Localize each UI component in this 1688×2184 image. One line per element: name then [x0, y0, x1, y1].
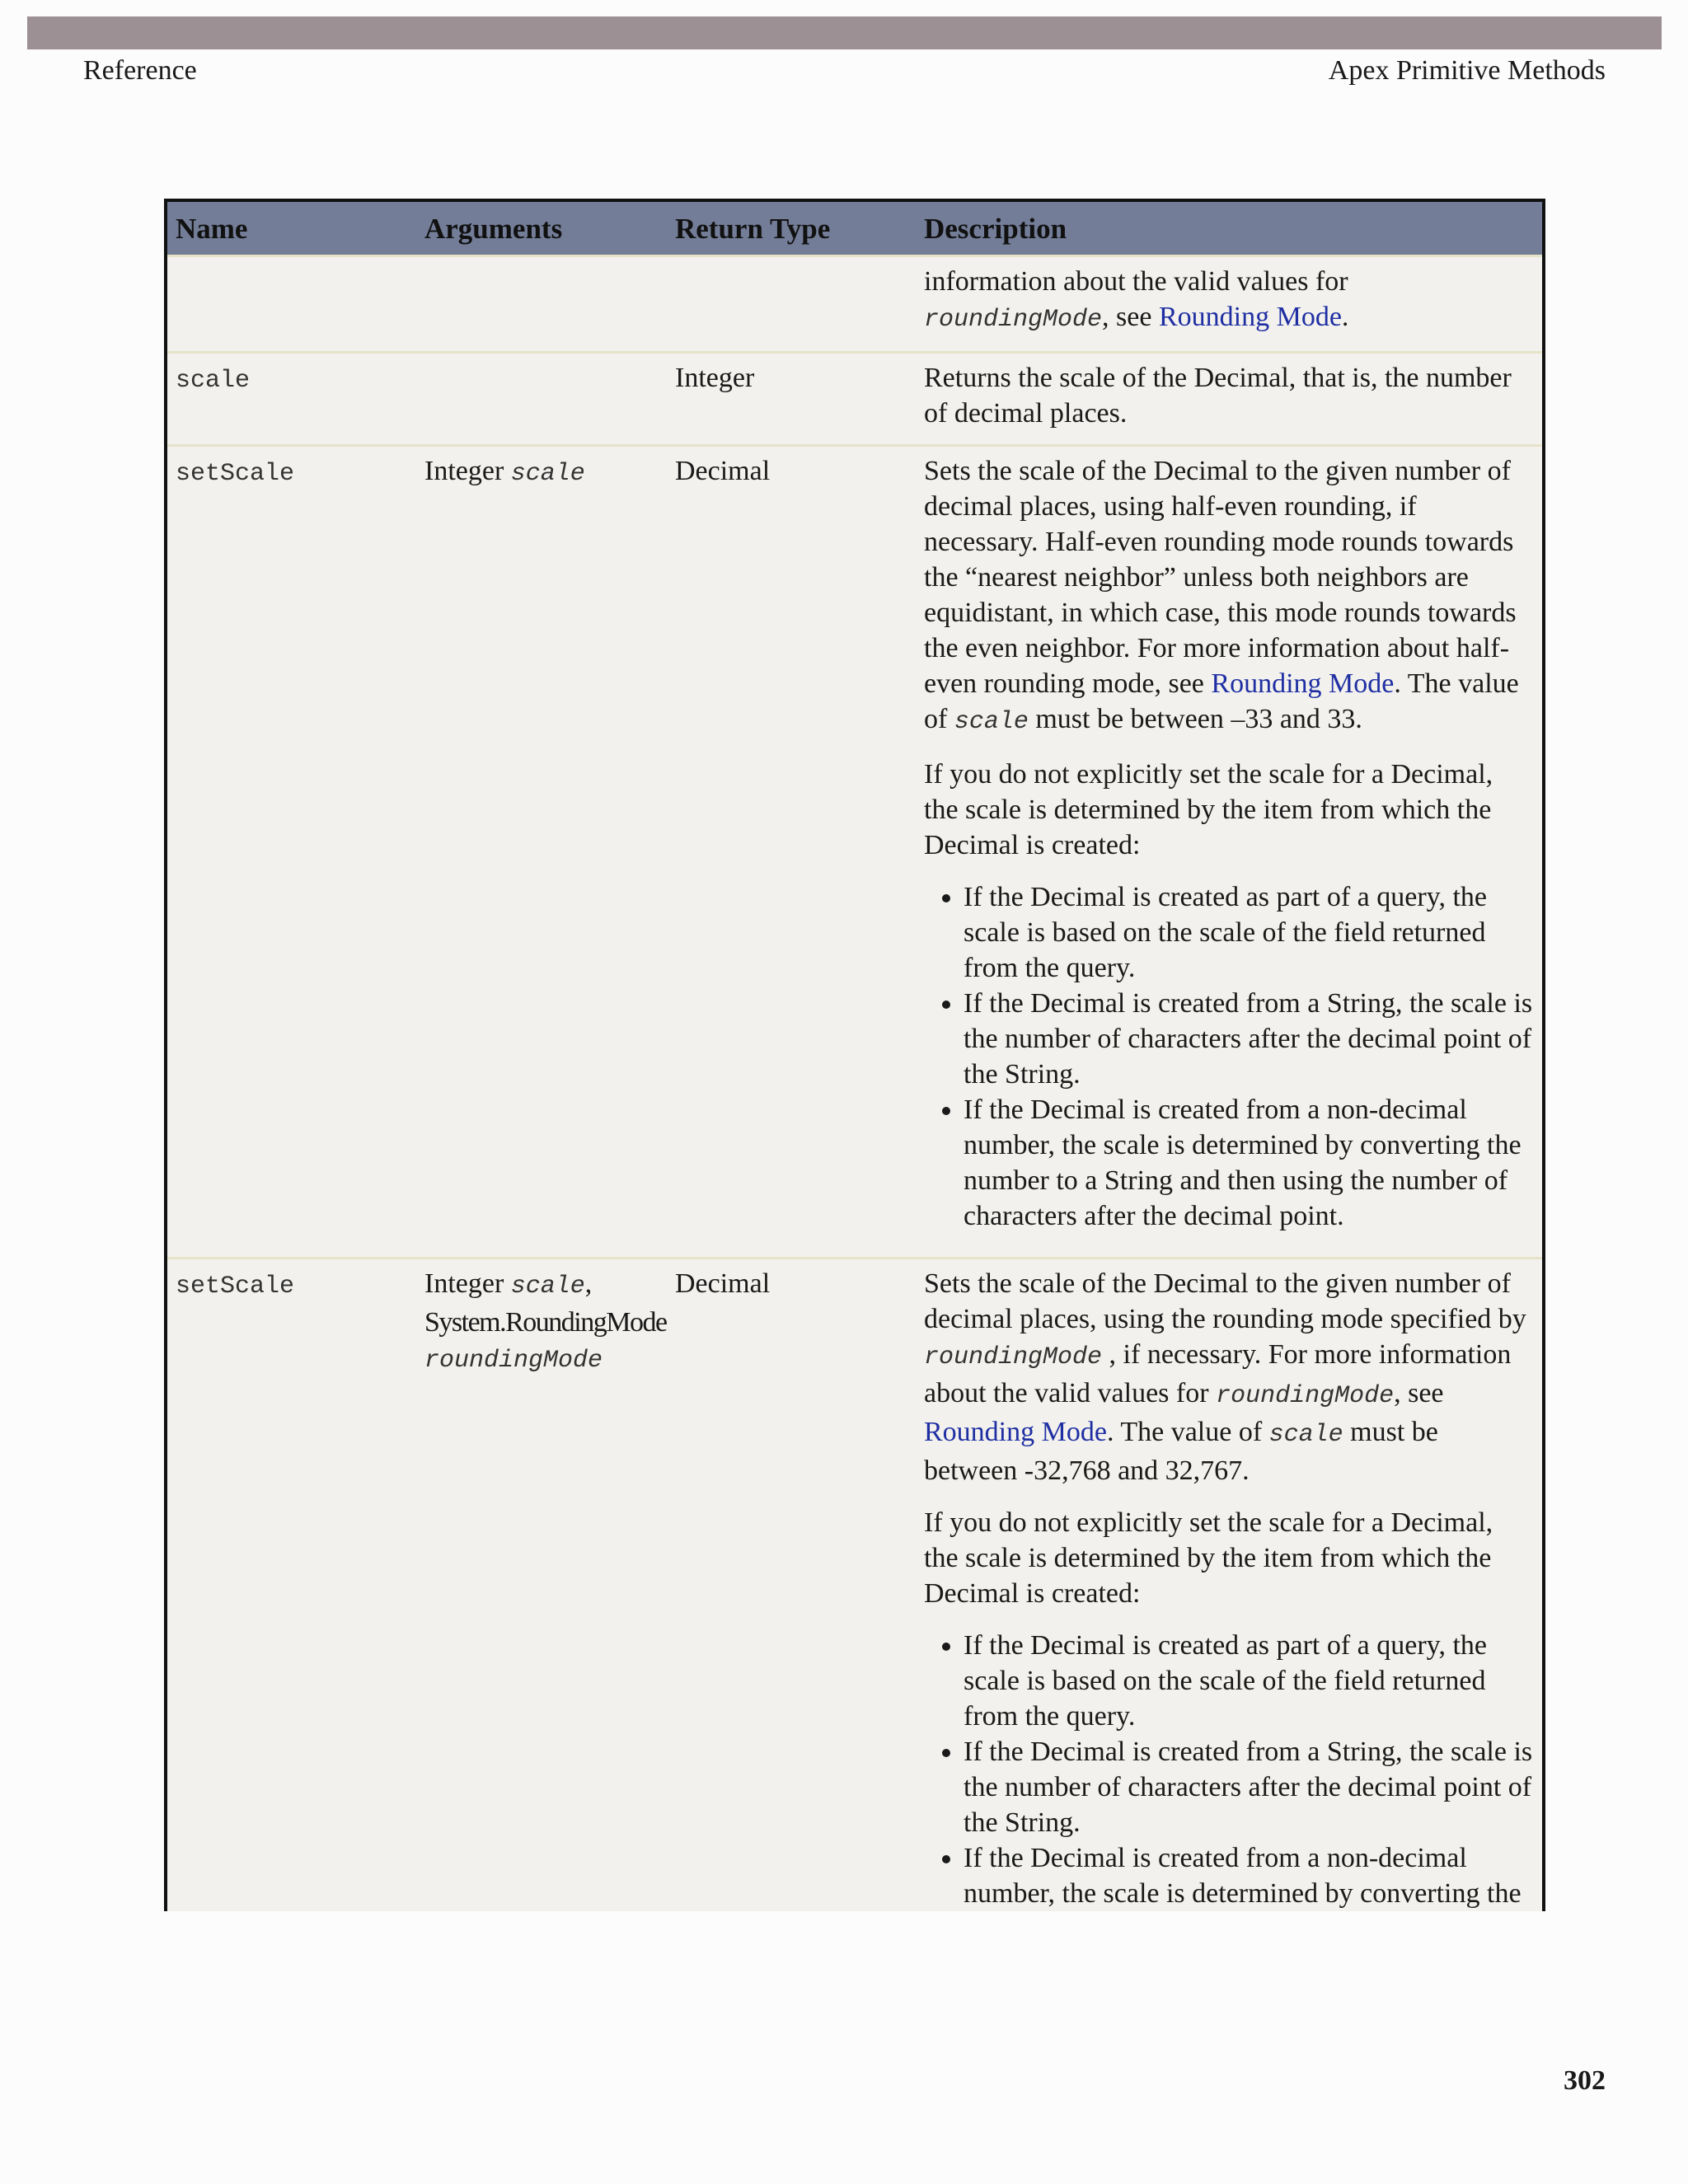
description-cell: Returns the scale of the Decimal, that is, the number of decimal places. — [916, 353, 1544, 446]
code-term: roundingMode — [924, 1343, 1103, 1371]
method-name: scale — [176, 367, 251, 395]
column-header-arguments: Arguments — [416, 200, 667, 256]
page-number: 302 — [1564, 2065, 1606, 2096]
list-item: • If the Decimal is created from a String, the scale is the number of characters after the decimal point of the String. — [964, 1734, 1534, 1840]
code-term: roundingMode — [924, 306, 1103, 334]
return-cell — [667, 256, 916, 353]
name-cell — [166, 353, 416, 446]
code-term: scale — [954, 708, 1029, 736]
arguments-cell: Integer scale — [416, 446, 667, 1258]
rounding-mode-link[interactable]: Rounding Mode — [924, 1417, 1107, 1447]
page-header-bar — [27, 16, 1662, 49]
description-paragraph: Sets the scale of the Decimal to the given number of decimal places, using half-even rounding, if necessary. Half-even rounding mode rounds towards the “nearest neighbor” unless both neighbors are equidistant, in which case, this mode rounds towards the even neighbor. For more information about half-even rounding mode, see Rounding Mode. The value of scale must be between –33 and 33. — [924, 456, 1519, 736]
method-name: setScale — [176, 1272, 295, 1301]
name-cell — [166, 446, 416, 1258]
description-paragraph: Sets the scale of the Decimal to the given number of decimal places, using the rounding mode specified by roundingMode , if necessary. For more information about the valid values for roundingMode, see Rounding Mode. The value of scale must be between -32,768 and 32,767. — [924, 1268, 1526, 1486]
description-cell — [916, 1258, 1544, 1912]
running-header-section: Reference — [83, 55, 197, 86]
description-cell — [916, 446, 1544, 1258]
arguments-cell — [416, 353, 667, 446]
method-name: setScale — [176, 460, 295, 488]
table-row — [166, 353, 1544, 446]
description-paragraph: If you do not explicitly set the scale for a Decimal, the scale is determined by the item from which the Decimal is created: — [924, 1507, 1493, 1609]
return-cell: Decimal — [667, 1258, 916, 1912]
argument-name: roundingMode — [424, 1347, 603, 1375]
methods-table — [164, 199, 1545, 1911]
name-cell — [166, 256, 416, 353]
bullet-list — [924, 879, 1534, 1234]
return-cell: Decimal — [667, 446, 916, 1258]
table-row — [166, 256, 1544, 353]
code-term: scale — [1268, 1421, 1343, 1449]
list-item: • If the Decimal is created from a String, the scale is the number of characters after the decimal point of the String. — [964, 986, 1534, 1092]
column-header-return-type: Return Type — [667, 200, 916, 256]
table-header-row — [166, 200, 1544, 256]
description-cell: information about the valid values for roundingMode, see Rounding Mode. — [916, 256, 1544, 353]
list-item: • If the Decimal is created from a non-decimal number, the scale is determined by converting the number to a String and then using the number of characters after the decimal point. — [964, 1092, 1534, 1234]
list-item: • If the Decimal is created from a non-decimal number, the scale is determined by converting the — [964, 1840, 1534, 1911]
rounding-mode-link[interactable]: Rounding Mode — [1158, 302, 1342, 332]
running-header-title: Apex Primitive Methods — [1328, 55, 1606, 86]
table-row — [166, 1258, 1544, 1912]
column-header-description: Description — [916, 200, 1544, 256]
name-cell — [166, 1258, 416, 1912]
return-cell: Integer — [667, 353, 916, 446]
argument-name: scale — [510, 460, 585, 488]
list-item: • If the Decimal is created as part of a query, the scale is based on the scale of the field returned from the query. — [964, 1628, 1534, 1734]
page-cutoff-mask — [164, 1938, 1542, 2184]
arguments-cell — [416, 256, 667, 353]
bullet-list — [924, 1628, 1534, 1911]
code-term: roundingMode — [1216, 1382, 1395, 1410]
rounding-mode-link[interactable]: Rounding Mode — [1211, 668, 1395, 699]
argument-type: System.RoundingMode — [424, 1307, 667, 1338]
list-item: • If the Decimal is created as part of a query, the scale is based on the scale of the field returned from the query. — [964, 879, 1534, 986]
arguments-cell: Integer scale, System.RoundingMode roundingMode — [416, 1258, 667, 1912]
column-header-name: Name — [166, 200, 416, 256]
argument-name: scale — [510, 1272, 585, 1301]
description-paragraph: If you do not explicitly set the scale for a Decimal, the scale is determined by the item from which the Decimal is created: — [924, 759, 1493, 860]
table-row — [166, 446, 1544, 1258]
